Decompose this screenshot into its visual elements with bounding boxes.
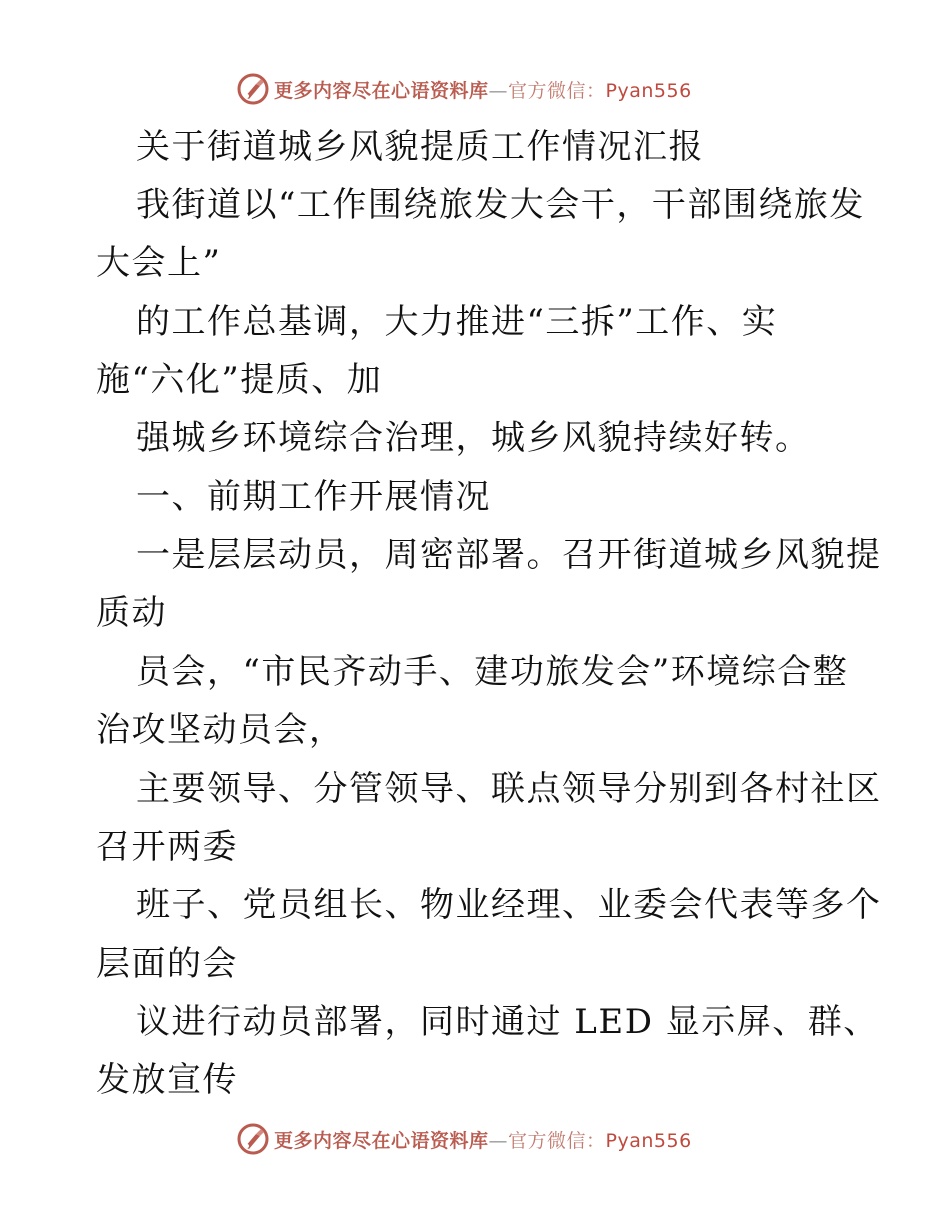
- footer-watermark: [236, 1120, 756, 1158]
- pen-seal-icon: [236, 1122, 270, 1156]
- paragraph-line: 主要领导、分管领导、联点领导分别到各村社区: [136, 769, 882, 809]
- watermark-brand: 更多内容尽在心语资料库: [274, 79, 489, 102]
- section-heading: 一、前期工作开展情况: [136, 477, 491, 517]
- document-title: 关于街道城乡风貌提质工作情况汇报: [136, 127, 704, 167]
- paragraph-line: 发放宣传: [96, 1060, 238, 1100]
- paragraph-line: 班子、党员组长、物业经理、业委会代表等多个: [136, 885, 882, 925]
- watermark-separator: —: [488, 79, 509, 102]
- paragraph-line: 施“六化”提质、加: [96, 360, 383, 400]
- paragraph-line: 召开两委: [96, 827, 238, 867]
- paragraph-line: 治攻坚动员会，: [96, 710, 345, 750]
- watermark-separator: —: [488, 1129, 509, 1152]
- paragraph-line: 的工作总基调，大力推进“三拆”工作、实: [136, 302, 778, 342]
- paragraph-line: 一是层层动员，周密部署。召开街道城乡风貌提: [136, 535, 882, 575]
- watermark-text: [274, 1126, 692, 1153]
- paragraph-line: 层面的会: [96, 944, 238, 984]
- paragraph-line: 我街道以“工作围绕旅发大会干，干部围绕旅发: [136, 185, 865, 225]
- watermark-brand: 更多内容尽在心语资料库: [274, 1129, 489, 1152]
- watermark-account: Pyan556: [605, 79, 692, 102]
- paragraph-line: 员会，“市民齐动手、建功旅发会”环境综合整: [136, 652, 849, 692]
- paragraph-line: 议进行动员部署，同时通过 LED 显示屏、群、: [136, 1002, 879, 1042]
- paragraph-line: 大会上”: [96, 243, 222, 283]
- paragraph-line: 质动: [96, 593, 167, 633]
- watermark-account: Pyan556: [605, 1129, 692, 1152]
- watermark-channel: 官方微信：: [508, 1129, 606, 1152]
- watermark-channel: 官方微信：: [508, 79, 606, 102]
- paragraph-line: 强城乡环境综合治理，城乡风貌持续好转。: [136, 418, 811, 458]
